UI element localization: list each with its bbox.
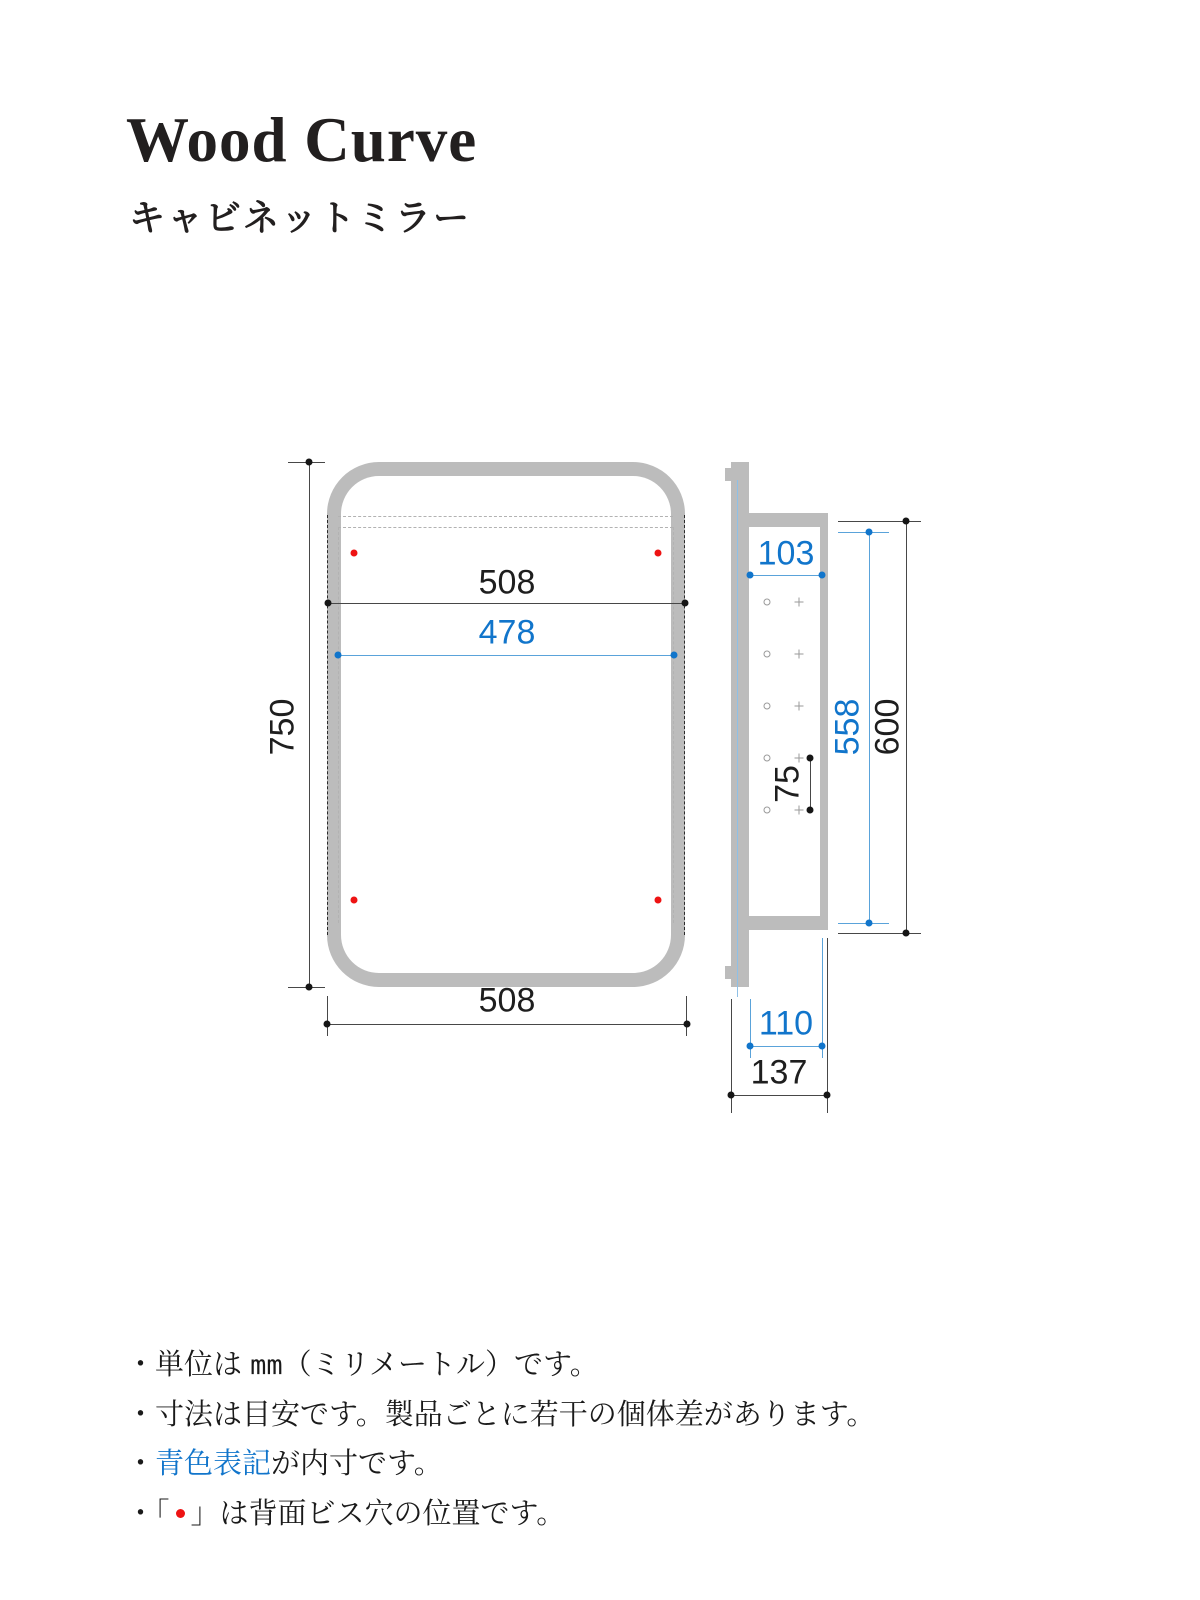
dim-dot [866, 529, 873, 536]
dim-dot [306, 459, 313, 466]
dim-dot [728, 1092, 735, 1099]
dim-line-front-inner-width [338, 655, 674, 656]
dim-line-front-bottom-width [327, 1024, 687, 1025]
note-line: ・青色表記が内寸です。 [126, 1448, 443, 1481]
door-profile [731, 462, 749, 987]
note-line: ・寸法は目安です。製品ごとに若干の個体差があります。 [126, 1398, 876, 1431]
dim-dot [324, 1021, 331, 1028]
dim-dot [335, 652, 342, 659]
door-hinge-tab-bottom [725, 966, 732, 979]
dim-dot [824, 1092, 831, 1099]
blue-notation-label: 青色表記 [155, 1448, 272, 1481]
shelf-pin-cross [795, 754, 804, 763]
dim-line-front-top-width [328, 603, 685, 604]
dim-dot [671, 652, 678, 659]
dim-front-bottom-width: 508 [478, 981, 536, 1020]
dim-dot [325, 600, 332, 607]
cabinet-bottom-panel [749, 916, 828, 930]
dim-line-hole-pitch [810, 758, 811, 810]
hidden-inner-top-edge [338, 527, 673, 528]
shelf-pin-hole [764, 703, 771, 710]
note-line: ・単位は mm（ミリメートル）です。 [126, 1349, 599, 1381]
dim-dot [684, 1021, 691, 1028]
dim-front-height: 750 [263, 698, 302, 756]
dim-dot [682, 600, 689, 607]
dim-side-outer-height: 600 [868, 698, 907, 756]
dim-side-hole-pitch: 75 [768, 765, 807, 803]
dim-ext-line [686, 996, 687, 1036]
cabinet-top-panel [749, 513, 828, 527]
dim-side-total-depth: 137 [750, 1053, 808, 1092]
dim-ext-line [327, 996, 328, 1036]
shelf-pin-cross [795, 598, 804, 607]
dim-line-front-height [309, 462, 310, 987]
dim-dot [866, 920, 873, 927]
notes [126, 1341, 875, 1539]
dim-front-inner-width: 478 [478, 613, 536, 652]
dim-line-side-box-depth [750, 1046, 822, 1047]
door-face-line [737, 480, 738, 997]
product-title: Wood Curve [126, 105, 478, 175]
dim-dot [747, 1043, 754, 1050]
dim-ext-line [838, 923, 889, 924]
dim-side-inner-height: 558 [828, 698, 867, 756]
dim-dot [306, 984, 313, 991]
dim-dot [807, 755, 814, 762]
dim-dot [819, 1043, 826, 1050]
dim-dot [903, 518, 910, 525]
hidden-inner-edge-right [673, 527, 674, 923]
dim-side-box-depth: 110 [758, 1004, 814, 1043]
dim-dot [819, 572, 826, 579]
dim-dot [903, 930, 910, 937]
screw-hole-dot [351, 550, 358, 557]
door-hinge-tab-top [725, 468, 732, 481]
shelf-pin-cross [795, 806, 804, 815]
screw-hole-marker-icon [176, 1509, 185, 1518]
screw-hole-dot [351, 897, 358, 904]
mirror-face [341, 476, 671, 973]
hidden-box-edge-right [684, 515, 685, 935]
dim-dot [747, 572, 754, 579]
hidden-box-edge-left [327, 515, 328, 935]
dim-dot [807, 807, 814, 814]
screw-hole-dot [655, 550, 662, 557]
shelf-pin-hole [764, 755, 771, 762]
dim-line-side-total-depth [731, 1095, 827, 1096]
dim-ext-line [827, 938, 828, 1113]
dim-ext-line [822, 938, 823, 1058]
shelf-pin-cross [795, 650, 804, 659]
screw-hole-dot [655, 897, 662, 904]
shelf-pin-cross [795, 702, 804, 711]
unit-label: mm [250, 1350, 283, 1381]
dim-ext-line [838, 532, 889, 533]
shelf-pin-hole [764, 599, 771, 606]
product-subtitle: キャビネットミラー [129, 198, 472, 238]
hidden-box-top-edge [338, 516, 673, 517]
shelf-pin-hole [764, 807, 771, 814]
dim-front-top-width: 508 [478, 563, 536, 602]
dim-side-inner-depth: 103 [757, 534, 815, 573]
hidden-inner-edge-left [338, 527, 339, 923]
shelf-pin-hole [764, 651, 771, 658]
note-line: ・「 」は背面ビス穴の位置です。 [126, 1497, 566, 1530]
dim-line-side-inner-depth [750, 575, 822, 576]
